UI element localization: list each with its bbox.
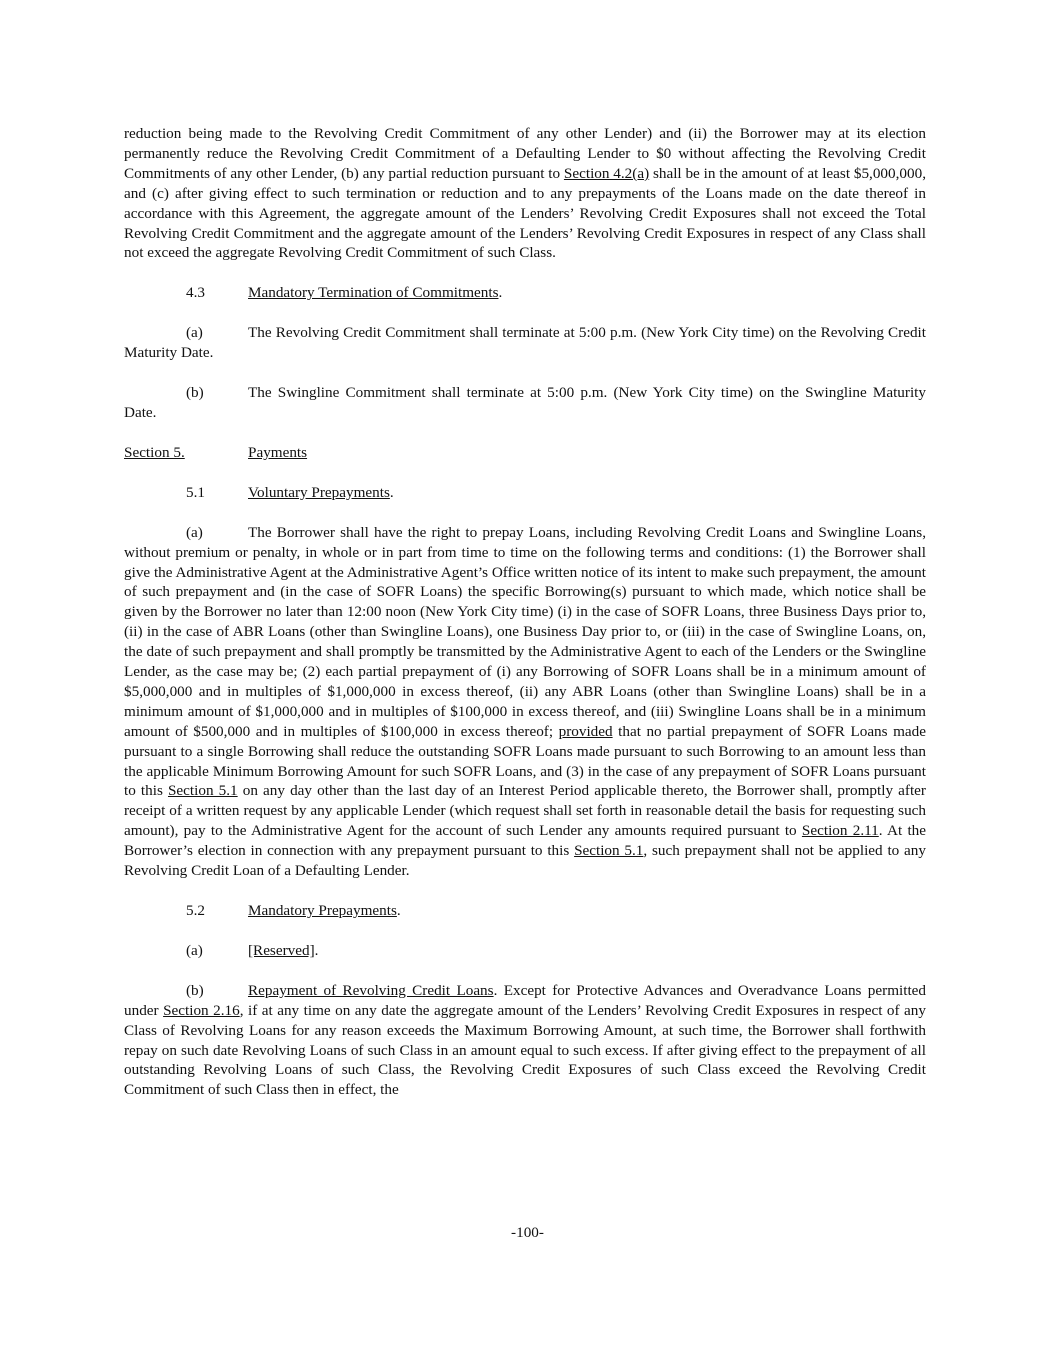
numbered-paragraph: [124, 523, 926, 881]
numbered-paragraph: [124, 283, 926, 303]
paragraph-number: (b): [186, 384, 204, 402]
numbered-paragraph: [124, 323, 926, 363]
cross-reference: provided: [558, 722, 613, 740]
cross-reference: Mandatory Termination of Commitments: [248, 284, 499, 302]
cross-reference: Section 2.16: [163, 1001, 240, 1019]
text-segment: The Borrower shall have the right to prepay Loans, including Revolving Credit Loans and Swingline Loans, without premium or penalty, in whole or in part from time to time on the following terms and conditions: (1) the Borrower shall give the Administrative Agent at the Administrative Agent’s Office written notice of its intent to make such prepayment, the amount of such prepayment and (in the case of SOFR Loans) the specific Borrowing(s) pursuant to which made, which notice shall be given by the Borrower no later than 12:00 noon (New York City time) (i) in the case of SOFR Loans, three Business Days prior to, (ii) in the case of ABR Loans (other than Swingline Loans), one Business Day prior to, or (iii) in the case of Swingline Loans, on, the date of such prepayment and shall promptly be transmitted by the Administrative Agent to each of the Lenders or the Swingline Lender, as the case may be; (2) each partial prepayment of (i) any Borrowing of SOFR Loans shall be in a minimum amount of $5,000,000 and in multiples of $1,000,000 in excess thereof, (ii) any ABR Loans (other than Swingline Loans) shall be in a minimum amount of $1,000,000 and in multiples of $100,000 in excess thereof, and (iii) Swingline Loans shall be in a minimum amount of $500,000 and in multiples of $100,000 in excess thereof;: [124, 523, 926, 740]
page-number: -100-: [511, 1224, 544, 1241]
section-heading: [124, 443, 926, 463]
paragraph: [124, 124, 926, 263]
numbered-paragraph: [124, 941, 926, 961]
cross-reference: Repayment of Revolving Credit Loans: [248, 981, 494, 999]
text-segment: , if at any time on any date the aggregate amount of the Lenders’ Revolving Credit Exposures in respect of any Class of Revolving Loans for any reason exceeds the Maximum Borrowing Amount, at such time, the Borrower shall forthwith repay on such date Revolving Loans of such Class in an amount equal to such excess. If after giving effect to the prepayment of all outstanding Revolving Loans of such Class, the Revolving Credit Exposures of such Class exceed the Revolving Credit Commitment of such Class then in effect, the: [124, 1001, 926, 1099]
text-segment: . At the Borrower’s election in connection with any prepayment pursuant to this: [124, 822, 927, 860]
numbered-paragraph: [124, 383, 926, 423]
paragraph-number: 4.3: [186, 284, 205, 302]
text-segment: .: [498, 284, 503, 302]
cross-reference: [Reserved]: [248, 941, 315, 959]
cross-reference: Section 5.1: [167, 782, 238, 800]
paragraph-number: (a): [186, 324, 203, 342]
text-segment: .: [396, 902, 401, 919]
paragraph-number: (a): [186, 941, 203, 959]
text-segment: The Swingline Commitment shall terminate at 5:00 p.m. (New York City time) on the Swingline Maturity Date.: [124, 384, 926, 421]
cross-reference: Voluntary Prepayments: [248, 483, 390, 501]
paragraph-number: (b): [186, 981, 204, 999]
text-segment: on any day other than the last day of an Interest Period applicable thereto, the Borrower shall, promptly after receipt of a written request by any applicable Lender (which request shall set forth in reasonable detail the basis for requesting such amount), pay to the Administrative Agent for the account of such Lender any amounts required pursuant to: [124, 782, 926, 840]
cross-reference: Mandatory Prepayments: [248, 902, 397, 919]
text-segment: that no partial prepayment of SOFR Loans made pursuant to a single Borrowing shall reduce the outstanding SOFR Loans made pursuant to such Borrowing to an amount less than the applicable Minimum Borrowing Amount for such SOFR Loans, and (3) in the case of any prepayment of SOFR Loans pursuant to this: [124, 722, 926, 800]
text-segment: shall be in the amount of at least $5,000,000, and (c) after giving effect to such termination or reduction and to any prepayments of the Loans made on the date thereof in accordance with this Agreement, the aggregate amount of the Lenders’ Revolving Credit Exposures shall not exceed the Total Revolving Credit Commitment and the aggregate amount of the Lenders’ Revolving Credit Exposures in respect of any Class shall not exceed the aggregate Revolving Credit Commitment of such Class.: [124, 164, 926, 262]
text-segment: .: [389, 483, 394, 501]
cross-reference: Payments: [248, 443, 308, 461]
text-segment: The Revolving Credit Commitment shall terminate at 5:00 p.m. (New York City time) on the Revolving Credit Maturity Date.: [124, 324, 926, 362]
document-body: [124, 124, 926, 1120]
text-segment: reduction being made to the Revolving Credit Commitment of any other Lender) and (ii) the Borrower may at its election permanently reduce the Revolving Credit Commitment of a Defaulting Lender to $0 without affecting the Revolving Credit Commitments of any other Lender, (b) any partial reduction pursuant to: [124, 125, 926, 182]
paragraph-number: 5.2: [186, 902, 205, 919]
section-number: Section 5.: [124, 443, 185, 461]
paragraph-number: 5.1: [186, 483, 205, 501]
text-segment: .: [314, 941, 319, 959]
numbered-paragraph: [124, 981, 926, 1100]
cross-reference: Section 5.1: [574, 842, 644, 860]
paragraph-number: (a): [186, 523, 203, 541]
cross-reference: Section 4.2(a): [563, 164, 650, 182]
text-segment: , such prepayment shall not be applied to any Revolving Credit Loan of a Defaulting Lender.: [124, 842, 926, 880]
cross-reference: Section 2.11: [801, 822, 879, 840]
numbered-paragraph: [124, 901, 926, 921]
text-segment: . Except for Protective Advances and Overadvance Loans permitted under: [124, 981, 926, 1019]
numbered-paragraph: [124, 483, 926, 503]
